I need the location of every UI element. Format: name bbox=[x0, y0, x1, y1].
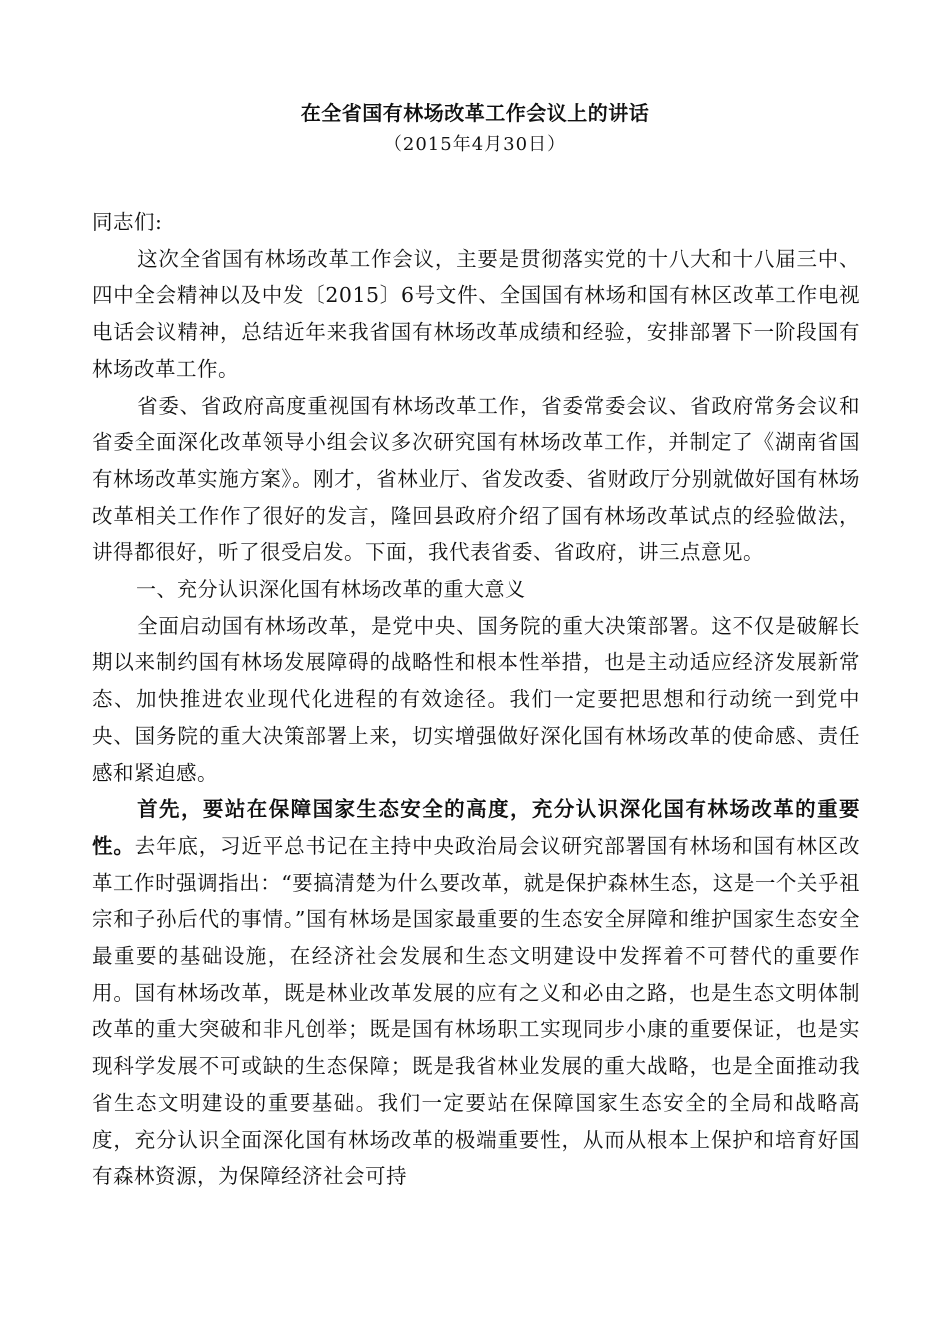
section-1-heading: 一、充分认识深化国有林场改革的重大意义 bbox=[136, 577, 526, 602]
paragraph-4-body: 去年底，习近平总书记在主持中央政治局会议研究部署国有林场和国有林区改革工作时强调指出：“要搞清楚为什么要改革，就是保护森林生态，这是一个关乎祖宗和子孙后代的事情。”国有林场是国家最重要的生态安全屏障和维护国家生态安全最重要的基础设施，在经济社会发展和生态文明建设中发挥着不可替代的重要作用。国有林场改革，既是林业改革发展的应有之义和必由之路，也是生态文明体制改革的重大突破和非凡创举；既是国有林场职工实现同步小康的重要保证，也是实现科学发展不可或缺的生态保障；既是我省林业发展的重大战略，也是全面推动我省生态文明建设的重要基础。我们一定要站在保障国家生态安全的全局和战略高度，充分认识全面深化国有林场改革的极端重要性，从而从根本上保护和培育好国有森林资源，为保障经济社会可持 bbox=[92, 833, 860, 1189]
salutation: 同志们: bbox=[92, 210, 163, 234]
paragraph-4 bbox=[92, 791, 860, 1195]
paragraph-3: 全面启动国有林场改革，是党中央、国务院的重大决策部署。这不仅是破解长期以来制约国有林场发展障碍的战略性和根本性举措，也是主动适应经济发展新常态、加快推进农业现代化进程的有效途径。我们一定要把思想和行动统一到党中央、国务院的重大决策部署上来，切实增强做好深化国有林场改革的使命感、责任感和紧迫感。 bbox=[92, 613, 860, 785]
document-date: （2015年4月30日） bbox=[383, 134, 567, 155]
document-title: 在全省国有林场改革工作会议上的讲话 bbox=[300, 101, 650, 125]
paragraph-1: 这次全省国有林场改革工作会议，主要是贯彻落实党的十八大和十八届三中、四中全会精神以及中发〔2015〕6号文件、全国国有林场和国有林区改革工作电视电话会议精神，总结近年来我省国有林场改革成绩和经验，安排部署下一阶段国有林场改革工作。 bbox=[92, 246, 860, 381]
document-body bbox=[92, 204, 860, 1195]
paragraph-4-lead: 首先，要站在保障国家生态安全的高度，充分认识深化国有林场改革的重要性。 bbox=[92, 797, 860, 858]
paragraph-2: 省委、省政府高度重视国有林场改革工作，省委常委会议、省政府常务会议和省委全面深化改革领导小组会议多次研究国有林场改革工作，并制定了《湖南省国有林场改革实施方案》。刚才，省林业厅、省发改委、省财政厅分别就做好国有林场改革相关工作作了很好的发言，隆回县政府介绍了国有林场改革试点的经验做法，讲得都很好，听了很受启发。下面，我代表省委、省政府，讲三点意见。 bbox=[92, 393, 860, 565]
